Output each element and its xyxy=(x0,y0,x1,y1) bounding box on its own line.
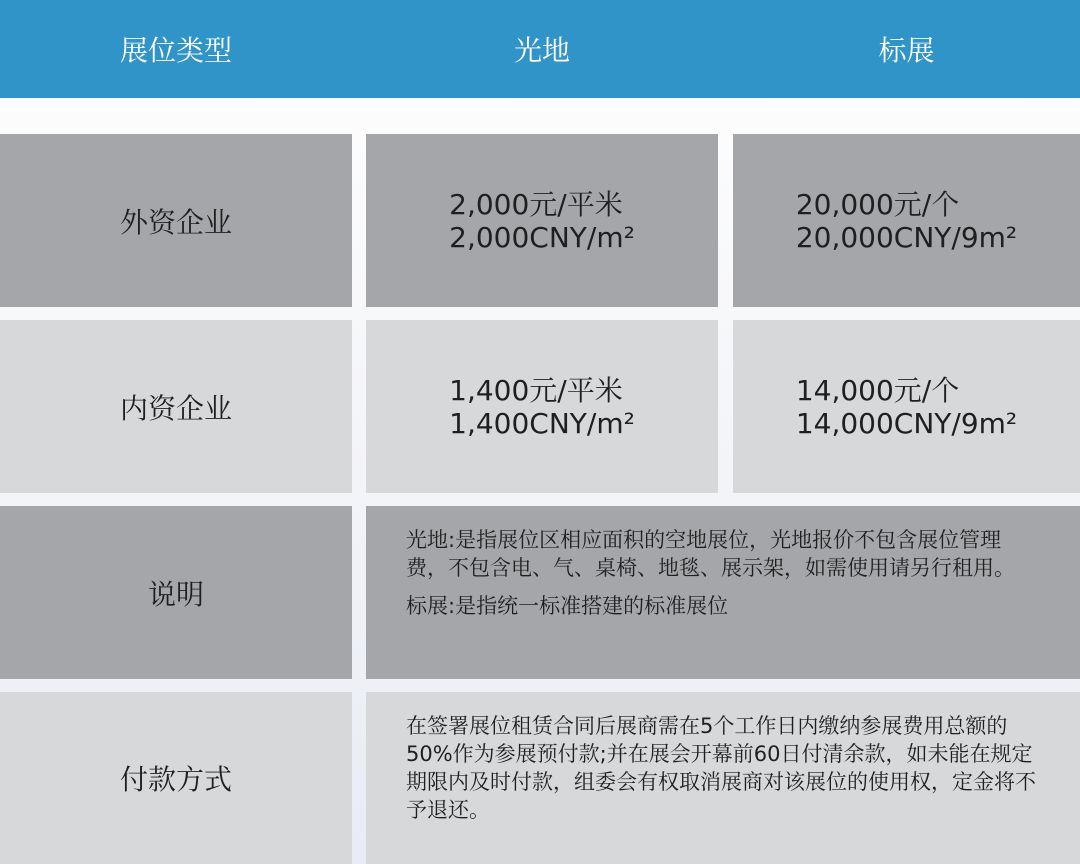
notes-standard-booth-definition: 标展:是指统一标准搭建的标准展位 xyxy=(406,594,729,618)
price-domestic-raw-space xyxy=(366,320,718,493)
notes-content xyxy=(366,506,1080,679)
label-payment-method xyxy=(0,692,352,864)
payment-terms-text: 在签署展位租赁合同后展商需在5个工作日内缴纳参展费用总额的50%作为参展预付款;并在展会开幕前60日付清余款，如未能在规定期限内及时付款，组委会有权取消展商对该展位的使用权，定金将不予退还。 xyxy=(406,714,1036,822)
price-line: 1,400元/平米 xyxy=(449,373,623,407)
label-notes xyxy=(0,506,352,679)
label-domestic-enterprise xyxy=(0,320,352,493)
price-line: 14,000元/个 xyxy=(795,373,960,407)
header-standard-booth: 标展 xyxy=(878,34,935,67)
notes-raw-space-definition: 光地:是指展位区相应面积的空地展位，光地报价不包含展位管理费，不包含电、气、桌椅、地毯、展示架，如需使用请另行租用。 xyxy=(406,528,1015,580)
label-foreign-enterprise xyxy=(0,134,352,307)
price-line: 20,000CNY/9m² xyxy=(795,220,1018,254)
price-line: 14,000CNY/9m² xyxy=(795,406,1018,440)
price-line: 2,000元/平米 xyxy=(449,187,623,221)
label-foreign-text: 外资企业 xyxy=(119,205,232,239)
label-domestic-text: 内资企业 xyxy=(119,391,232,425)
price-foreign-raw-space xyxy=(366,134,718,307)
price-line: 2,000CNY/m² xyxy=(449,220,635,254)
header-booth-type: 展位类型 xyxy=(119,34,232,67)
payment-terms xyxy=(366,692,1080,864)
table-header xyxy=(0,0,1080,98)
price-foreign-standard-booth xyxy=(733,134,1080,307)
header-raw-space: 光地 xyxy=(513,34,570,67)
price-line: 20,000元/个 xyxy=(795,187,960,221)
label-notes-text: 说明 xyxy=(147,577,204,611)
label-payment-text: 付款方式 xyxy=(119,763,232,796)
price-line: 1,400CNY/m² xyxy=(449,406,635,440)
price-domestic-standard-booth xyxy=(733,320,1080,493)
